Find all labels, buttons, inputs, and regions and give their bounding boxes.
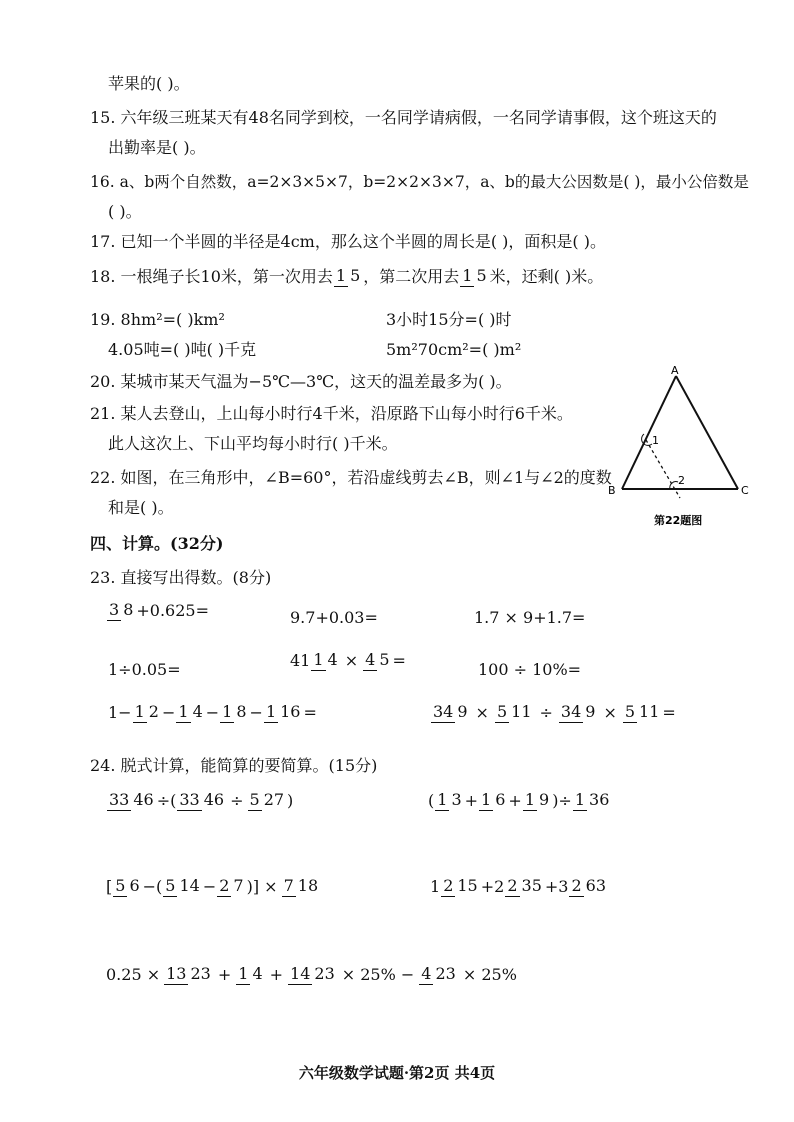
q24-e3: [ 5 6 −( 5 14 − 2 7 )] × 7 18	[106, 876, 319, 896]
q24-e1: 33 46 ÷( 33 46 ÷ 5 27 )	[109, 790, 294, 810]
q18-text3: 米，还剩( )米。	[489, 266, 604, 286]
q22-line1: 22. 如图，在三角形中，∠B=60°，若沿虚线剪去∠B，则∠1与∠2的度数	[90, 468, 612, 487]
q18-fraction2: 1 5	[462, 266, 487, 285]
q24-e5: 0.25 × 13 23 + 1 4 + 14 23 × 25% − 4 23 × 25%	[106, 964, 517, 984]
side-ac	[676, 376, 738, 489]
q23-e5-fraction1: 1 4	[313, 650, 338, 669]
label-2: 2	[678, 474, 685, 487]
q16-line1: 16. a、b两个自然数，a=2×3×5×7，b=2×2×3×7，a、b的最大公因数是( )，最小公倍数是	[90, 173, 749, 191]
q24-e4: 1 2 15 +2 2 35 +3 2 63	[430, 876, 607, 896]
label-b: B	[608, 484, 616, 497]
q23-e3: 1.7 × 9+1.7=	[474, 608, 586, 627]
q19-c: 4.05吨=( )吨( )千克	[108, 340, 257, 359]
q18-text1: 18. 一根绳子长10米，第一次用去	[90, 266, 333, 286]
q18-fraction1: 1 5	[335, 266, 361, 285]
q19-d: 5m²70cm²=( )m²	[386, 340, 522, 359]
label-1: 1	[652, 434, 659, 447]
q23-e1: 3 8 +0.625=	[109, 600, 209, 620]
q15-line1: 15. 六年级三班某天有48名同学到校，一名同学请病假，一名同学请事假，这个班这天的	[90, 108, 717, 127]
section-4-heading: 四、计算。(32分)	[90, 534, 224, 553]
q18-text2: ，第二次用去	[363, 266, 460, 286]
q23-e5: 41 1 4 × 4 5 =	[290, 650, 406, 670]
q23-e4: 1÷0.05=	[108, 660, 181, 679]
q21-line1: 21. 某人去登山，上山每小时行4千米，沿原路下山每小时行6千米。	[90, 404, 573, 423]
side-ab	[622, 376, 676, 489]
q17: 17. 已知一个半圆的半径是4cm，那么这个半圆的周长是( )，面积是( )。	[90, 232, 606, 251]
q18	[90, 266, 603, 287]
q23-e6: 100 ÷ 10%=	[478, 660, 582, 679]
q23-e8: 34 9 × 5 11 ÷ 34 9 × 5 11 =	[433, 702, 676, 722]
q19-a: 19. 8hm²=( )km²	[90, 310, 225, 329]
q19-b: 3小时15分=( )时	[386, 310, 512, 329]
q16-line2: ( )。	[108, 202, 142, 221]
q23-e2: 9.7+0.03=	[290, 608, 378, 627]
figure-caption: 第22题图	[654, 514, 703, 527]
q22-line2: 和是( )。	[108, 498, 174, 517]
triangle-figure	[600, 362, 760, 534]
q23-e1-fraction: 3 8	[109, 600, 134, 619]
q23-e7: 1− 1 2 − 1 4 − 1 8 − 1 16 =	[108, 702, 317, 722]
q20: 20. 某城市某天气温为−5℃—3℃，这天的温差最多为( )。	[90, 372, 512, 391]
q23-title: 23. 直接写出得数。(8分)	[90, 568, 272, 587]
label-c: C	[741, 484, 749, 497]
q14-tail: 苹果的( )。	[108, 74, 190, 93]
q23-e5-fraction2: 4 5	[365, 650, 390, 669]
q15-line2: 出勤率是( )。	[108, 138, 206, 157]
page-footer: 六年级数学试题·第2页 共4页	[298, 1064, 496, 1082]
q24-title: 24. 脱式计算，能简算的要简算。(15分)	[90, 756, 378, 775]
q24-e2: ( 1 3 + 1 6 + 1 9 )÷ 1 36	[428, 790, 610, 810]
q21-line2: 此人这次上、下山平均每小时行( )千米。	[108, 434, 398, 453]
label-a: A	[671, 364, 679, 377]
